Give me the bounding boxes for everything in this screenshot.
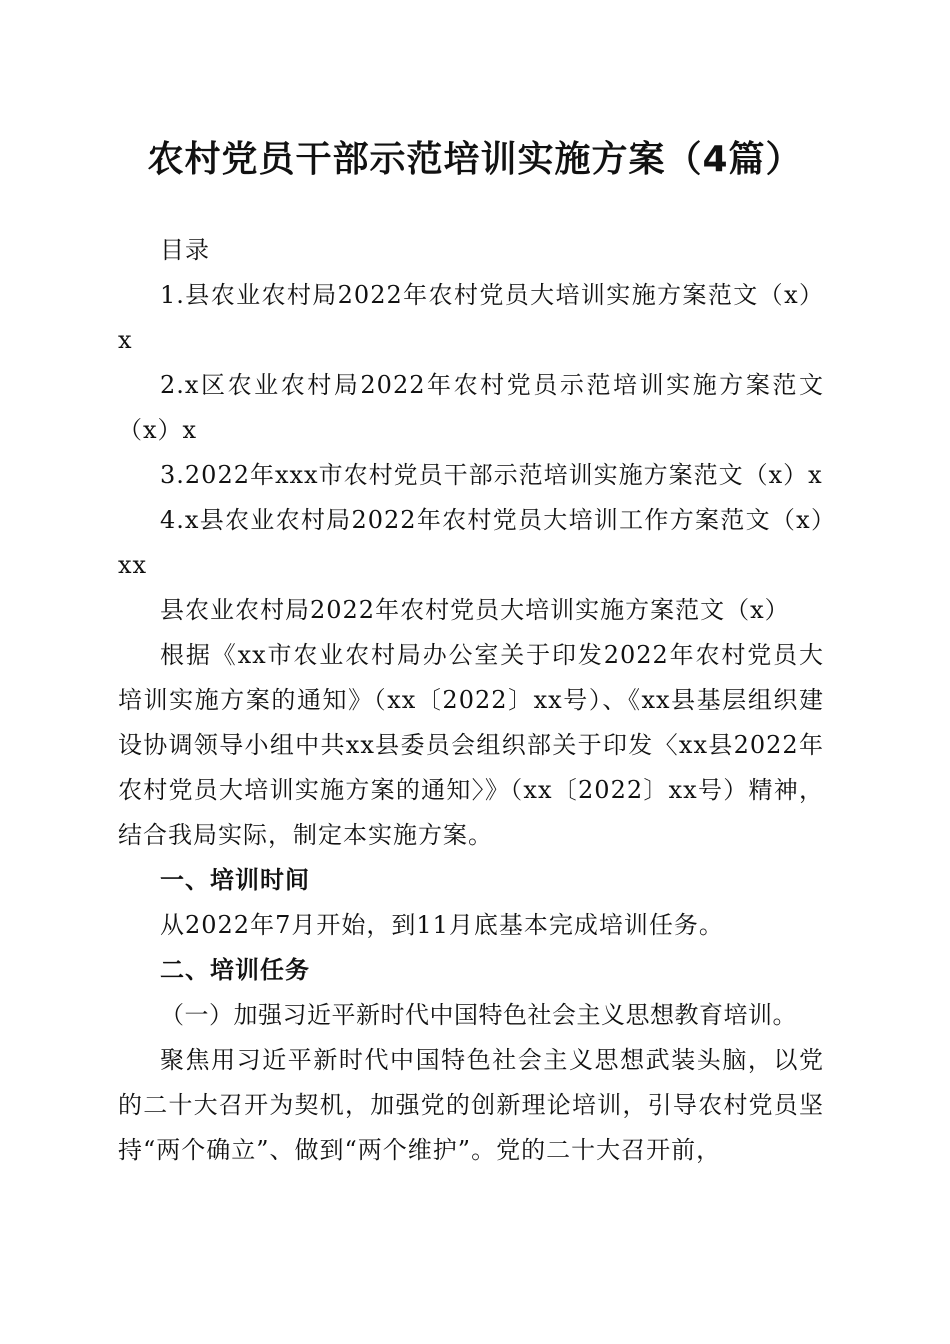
toc-item: 1.县农业农村局2022年农村党员大培训实施方案范文（x）x	[118, 281, 824, 354]
toc-heading: 目录	[160, 236, 210, 264]
section-paragraph: 聚焦用习近平新时代中国特色社会主义思想武装头脑，以党的二十大召开为契机，加强党的创新理论培训，引导农村党员坚持“两个确立”、做到“两个维护”。党的二十大召开前，	[118, 1046, 824, 1164]
section-heading: 一、培训时间	[160, 866, 310, 894]
section-paragraph: 从2022年7月开始，到11月底基本完成培训任务。	[160, 911, 724, 939]
document-title: 农村党员干部示范培训实施方案（4篇）	[147, 139, 803, 180]
section-heading: 二、培训任务	[160, 956, 310, 984]
subsection-heading: （一）加强习近平新时代中国特色社会主义思想教育培训。	[160, 1001, 797, 1029]
toc-item: 4.x县农业农村局2022年农村党员大培训工作方案范文（x）xx	[118, 506, 824, 579]
toc-item: 2.x区农业农村局2022年农村党员示范培训实施方案范文（x）x	[118, 371, 824, 444]
toc-item: 3.2022年xxx市农村党员干部示范培训实施方案范文（x）x	[160, 461, 823, 489]
document-body	[118, 228, 824, 1173]
article-title: 县农业农村局2022年农村党员大培训实施方案范文（x）	[160, 596, 790, 624]
intro-paragraph: 根据《xx市农业农村局办公室关于印发2022年农村党员大培训实施方案的通知》（xx〔2022〕xx号）、《xx县基层组织建设协调领导小组中共xx县委员会组织部关于印发〈xx县2022年农村党员大培训实施方案的通知〉》（xx〔2022〕xx号）精神，结合我局实际，制定本实施方案。	[118, 641, 824, 849]
